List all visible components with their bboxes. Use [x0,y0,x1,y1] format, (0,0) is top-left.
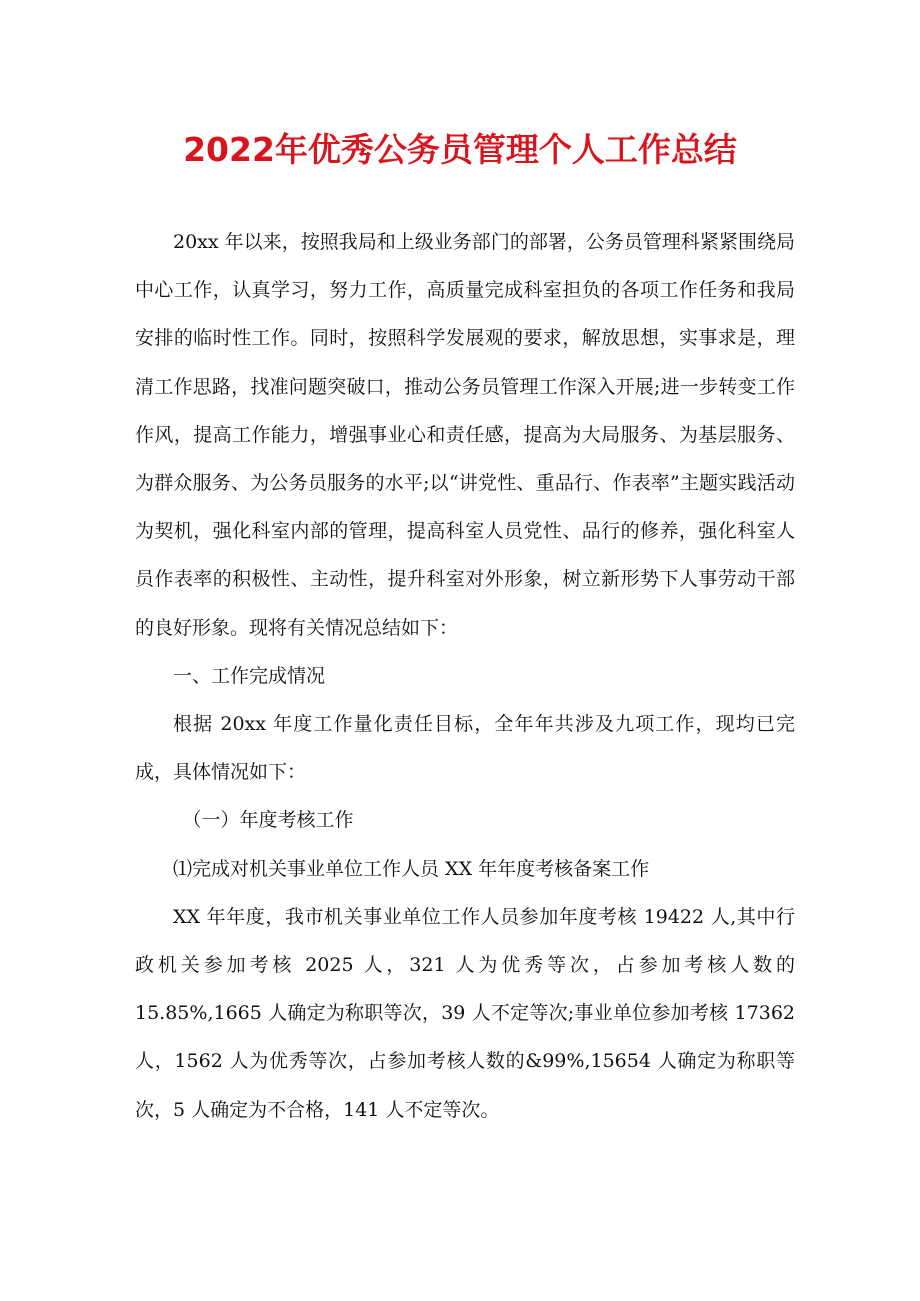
item-heading: ⑴完成对机关事业单位工作人员 XX 年年度考核备案工作 [173,857,650,880]
item-body-paragraph: XX 年年度，我市机关事业单位工作人员参加年度考核 19422 人,其中行政机关参加考核 2025 人，321 人为优秀等次，占参加考核人数的 15.85%,1665 人确定为称职等次，39 人不定等次;事业单位参加考核 17362 人，1562 人为优秀等次，占参加考核人数的&99%,15654 人确定为称职等次，5 人确定为不合格，141 人不定等次。 [135,905,795,1121]
intro-paragraph: 20xx 年以来，按照我局和上级业务部门的部署，公务员管理科紧紧围绕局中心工作，认真学习，努力工作，高质量完成科室担负的各项工作任务和我局安排的临时性工作。同时，按照科学发展观的要求，解放思想，实事求是，理清工作思路，找准问题突破口，推动公务员管理工作深入开展;进一步转变工作作风，提高工作能力，增强事业心和责任感，提高为大局服务、为基层服务、为群众服务、为公务员服务的水平;以“讲党性、重品行、作表率”主题实践活动为契机，强化科室内部的管理，提高科室人员党性、品行的修养，强化科室人员作表率的积极性、主动性，提升科室对外形象，树立新形势下人事劳动干部的良好形象。现将有关情况总结如下： [135,231,795,639]
subsection-heading: （一）年度考核工作 [182,809,354,832]
document-body [135,218,795,1134]
document-title: 2022年优秀公务员管理个人工作总结 [183,130,737,169]
section-heading: 一、工作完成情况 [173,664,326,687]
section-intro-paragraph: 根据 20xx 年度工作量化责任目标，全年年共涉及九项工作，现均已完成，具体情况如下： [135,713,795,784]
